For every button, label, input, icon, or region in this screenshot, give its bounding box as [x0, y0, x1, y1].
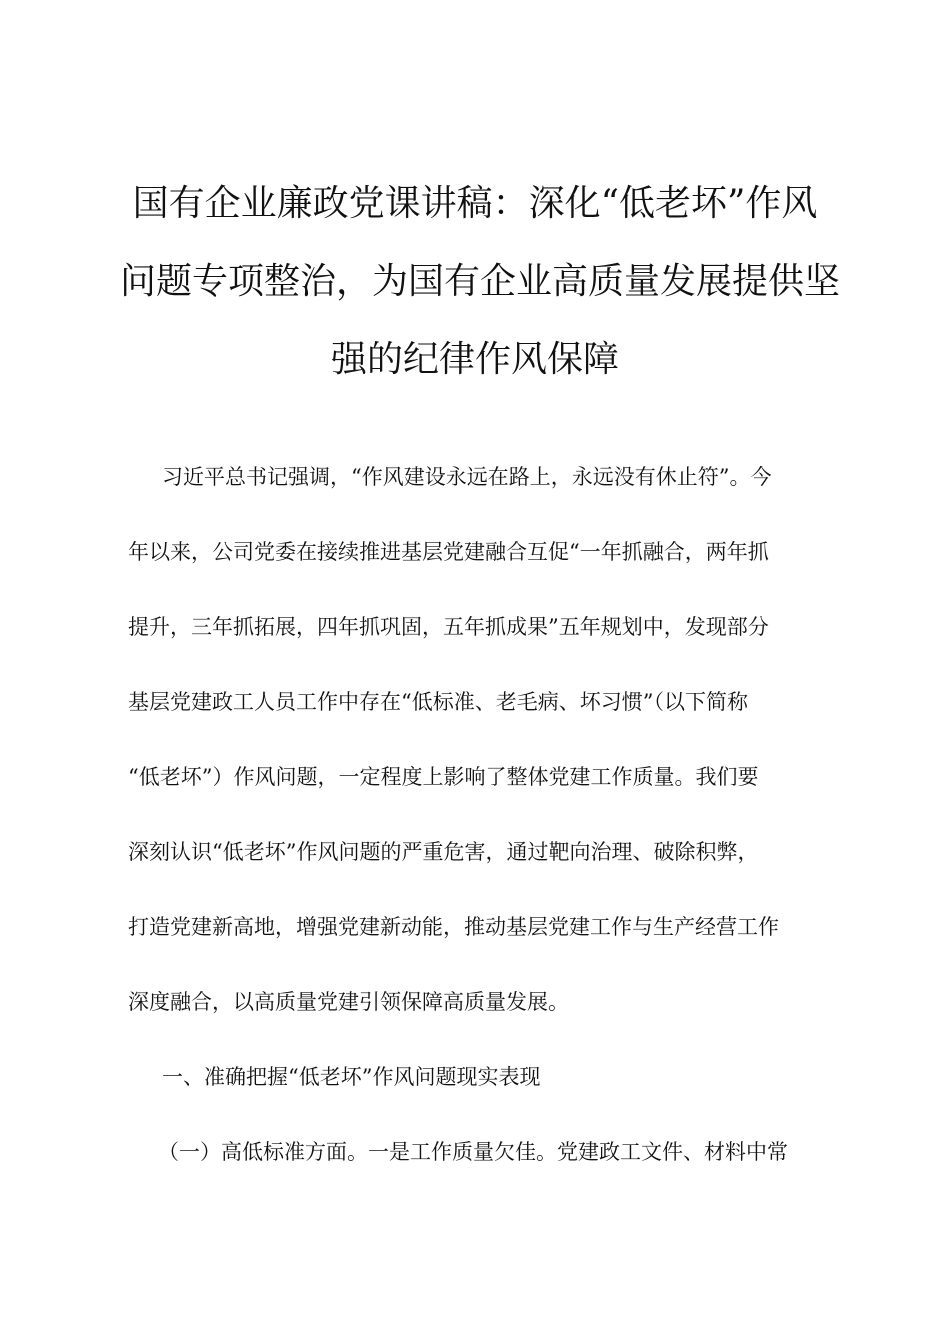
paragraph-line-6: 深刻认识“低老坏”作风问题的严重危害，通过靶向治理、破除积弊，	[128, 840, 759, 864]
paragraph-line-4: 基层党建政工人员工作中存在“低标准、老毛病、坏习惯”（以下简称	[128, 690, 748, 714]
paragraph-line-1: 习近平总书记强调，“作风建设永远在路上，永远没有休止符”。今	[162, 465, 772, 489]
document-body	[128, 455, 838, 1205]
document-title	[120, 165, 841, 399]
title-line-2: 问题专项整治，为国有企业高质量发展提供坚	[120, 261, 841, 302]
section-heading: 一、准确把握“低老坏”作风问题现实表现	[162, 1065, 541, 1089]
paragraph-line-2: 年以来，公司党委在接续推进基层党建融合互促“一年抓融合，两年抓	[128, 540, 769, 564]
title-line-1: 国有企业廉政党课讲稿：深化“低老坏”作风	[132, 183, 818, 224]
subsection-line: （一）高低标准方面。一是工作质量欠佳。党建政工文件、材料中常	[158, 1140, 788, 1164]
title-line-3: 强的纪律作风保障	[330, 339, 619, 380]
paragraph-line-3: 提升，三年抓拓展，四年抓巩固，五年抓成果”五年规划中，发现部分	[128, 615, 769, 639]
paragraph-line-8: 深度融合，以高质量党建引领保障高质量发展。	[128, 990, 569, 1014]
paragraph-line-7: 打造党建新高地，增强党建新动能，推动基层党建工作与生产经营工作	[128, 915, 779, 939]
paragraph-line-5: “低老坏”）作风问题，一定程度上影响了整体党建工作质量。我们要	[128, 765, 759, 789]
